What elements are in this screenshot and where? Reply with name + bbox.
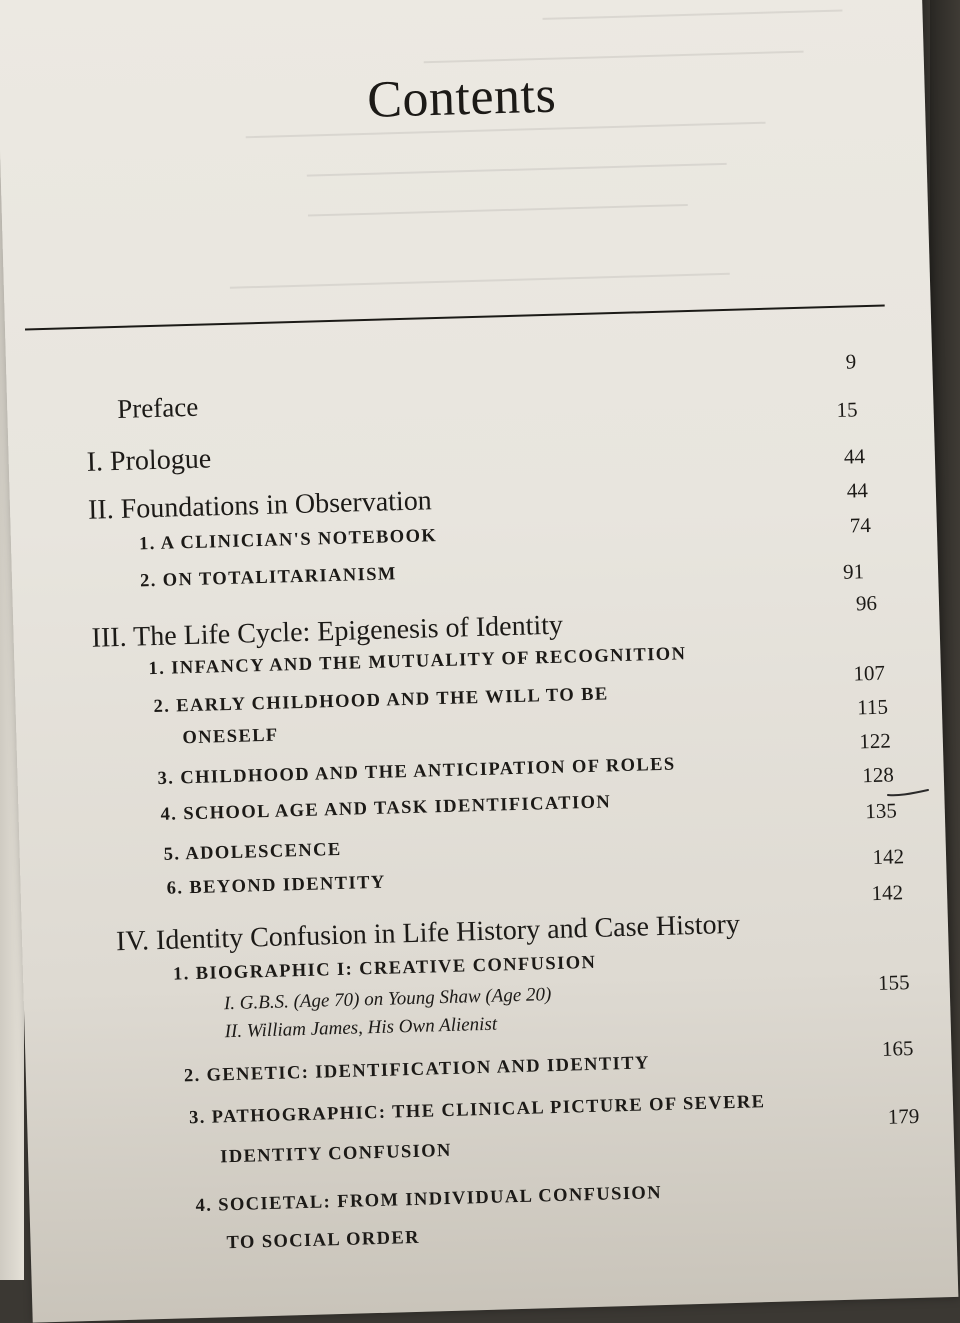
toc-page-number: 142 (871, 880, 904, 906)
toc-entry-part-4: IV. Identity Confusion in Life History and Case History (115, 908, 741, 958)
toc-entry-chapter: 5. ADOLESCENCE (163, 839, 342, 865)
toc-entry-chapter-cont: IDENTITY CONFUSION (219, 1140, 453, 1168)
toc-page-number: 96 (855, 590, 878, 616)
toc-entry-chapter: 3. PATHOGRAPHIC: THE CLINICAL PICTURE OF SEVERE (188, 1092, 766, 1129)
page-title: Contents (366, 66, 557, 129)
toc-page-number: 142 (872, 844, 905, 870)
toc-entry-part-3: III. The Life Cycle: Epigenesis of Identity (91, 609, 564, 654)
toc-subentry: I. G.B.S. (Age 70) on Young Shaw (Age 20) (223, 984, 552, 1015)
toc-page-number: 15 (836, 397, 858, 422)
toc-entry-part-1: I. Prologue (86, 443, 212, 478)
toc-subentry: II. William James, His Own Alienist (224, 1013, 498, 1043)
toc-entry-chapter-cont: TO SOCIAL ORDER (226, 1227, 421, 1254)
toc-page-number: 135 (864, 798, 898, 824)
toc-page-number: 165 (881, 1035, 914, 1061)
toc-page-number: 115 (856, 694, 889, 720)
toc-page-number: 9 (845, 349, 857, 374)
toc-page-number: 122 (859, 728, 892, 754)
toc-entry-chapter: 2. EARLY CHILDHOOD AND THE WILL TO BE (153, 684, 609, 718)
toc-page-number: 179 (887, 1103, 920, 1129)
toc-entry-chapter: 4. SOCIETAL: FROM INDIVIDUAL CONFUSION (195, 1183, 663, 1217)
toc-entry-chapter: 3. CHILDHOOD AND THE ANTICIPATION OF ROLES (157, 754, 676, 789)
toc-entry-chapter: 4. SCHOOL AGE AND TASK IDENTIFICATION (160, 792, 612, 825)
toc-entry-chapter: 1. BIOGRAPHIC I: CREATIVE CONFUSION (172, 952, 597, 985)
toc-entry-chapter: 1. INFANCY AND THE MUTUALITY OF RECOGNITION (148, 644, 687, 680)
toc-entry-chapter: 1. A CLINICIAN'S NOTEBOOK (138, 526, 438, 555)
toc-entry-chapter-cont: ONESELF (182, 725, 279, 749)
pen-mark-icon (886, 788, 930, 798)
toc-entry-chapter: 2. GENETIC: IDENTIFICATION AND IDENTITY (183, 1053, 650, 1087)
toc-entry-chapter: 2. ON TOTALITARIANISM (139, 564, 398, 592)
toc-page-number: 91 (842, 559, 865, 584)
toc-entry-part-2: II. Foundations in Observation (87, 485, 433, 526)
toc-page-number: 155 (877, 970, 910, 995)
toc-page-number: 128 (861, 762, 895, 788)
toc-entry-preface: Preface (116, 391, 199, 424)
toc-page-number: 44 (846, 478, 869, 503)
toc-page-number: 107 (853, 660, 886, 686)
show-through-text (0, 0, 930, 323)
toc-page-number: 74 (849, 512, 872, 538)
toc-page-number: 44 (843, 444, 866, 469)
toc-entry-chapter: 6. BEYOND IDENTITY (166, 872, 386, 899)
